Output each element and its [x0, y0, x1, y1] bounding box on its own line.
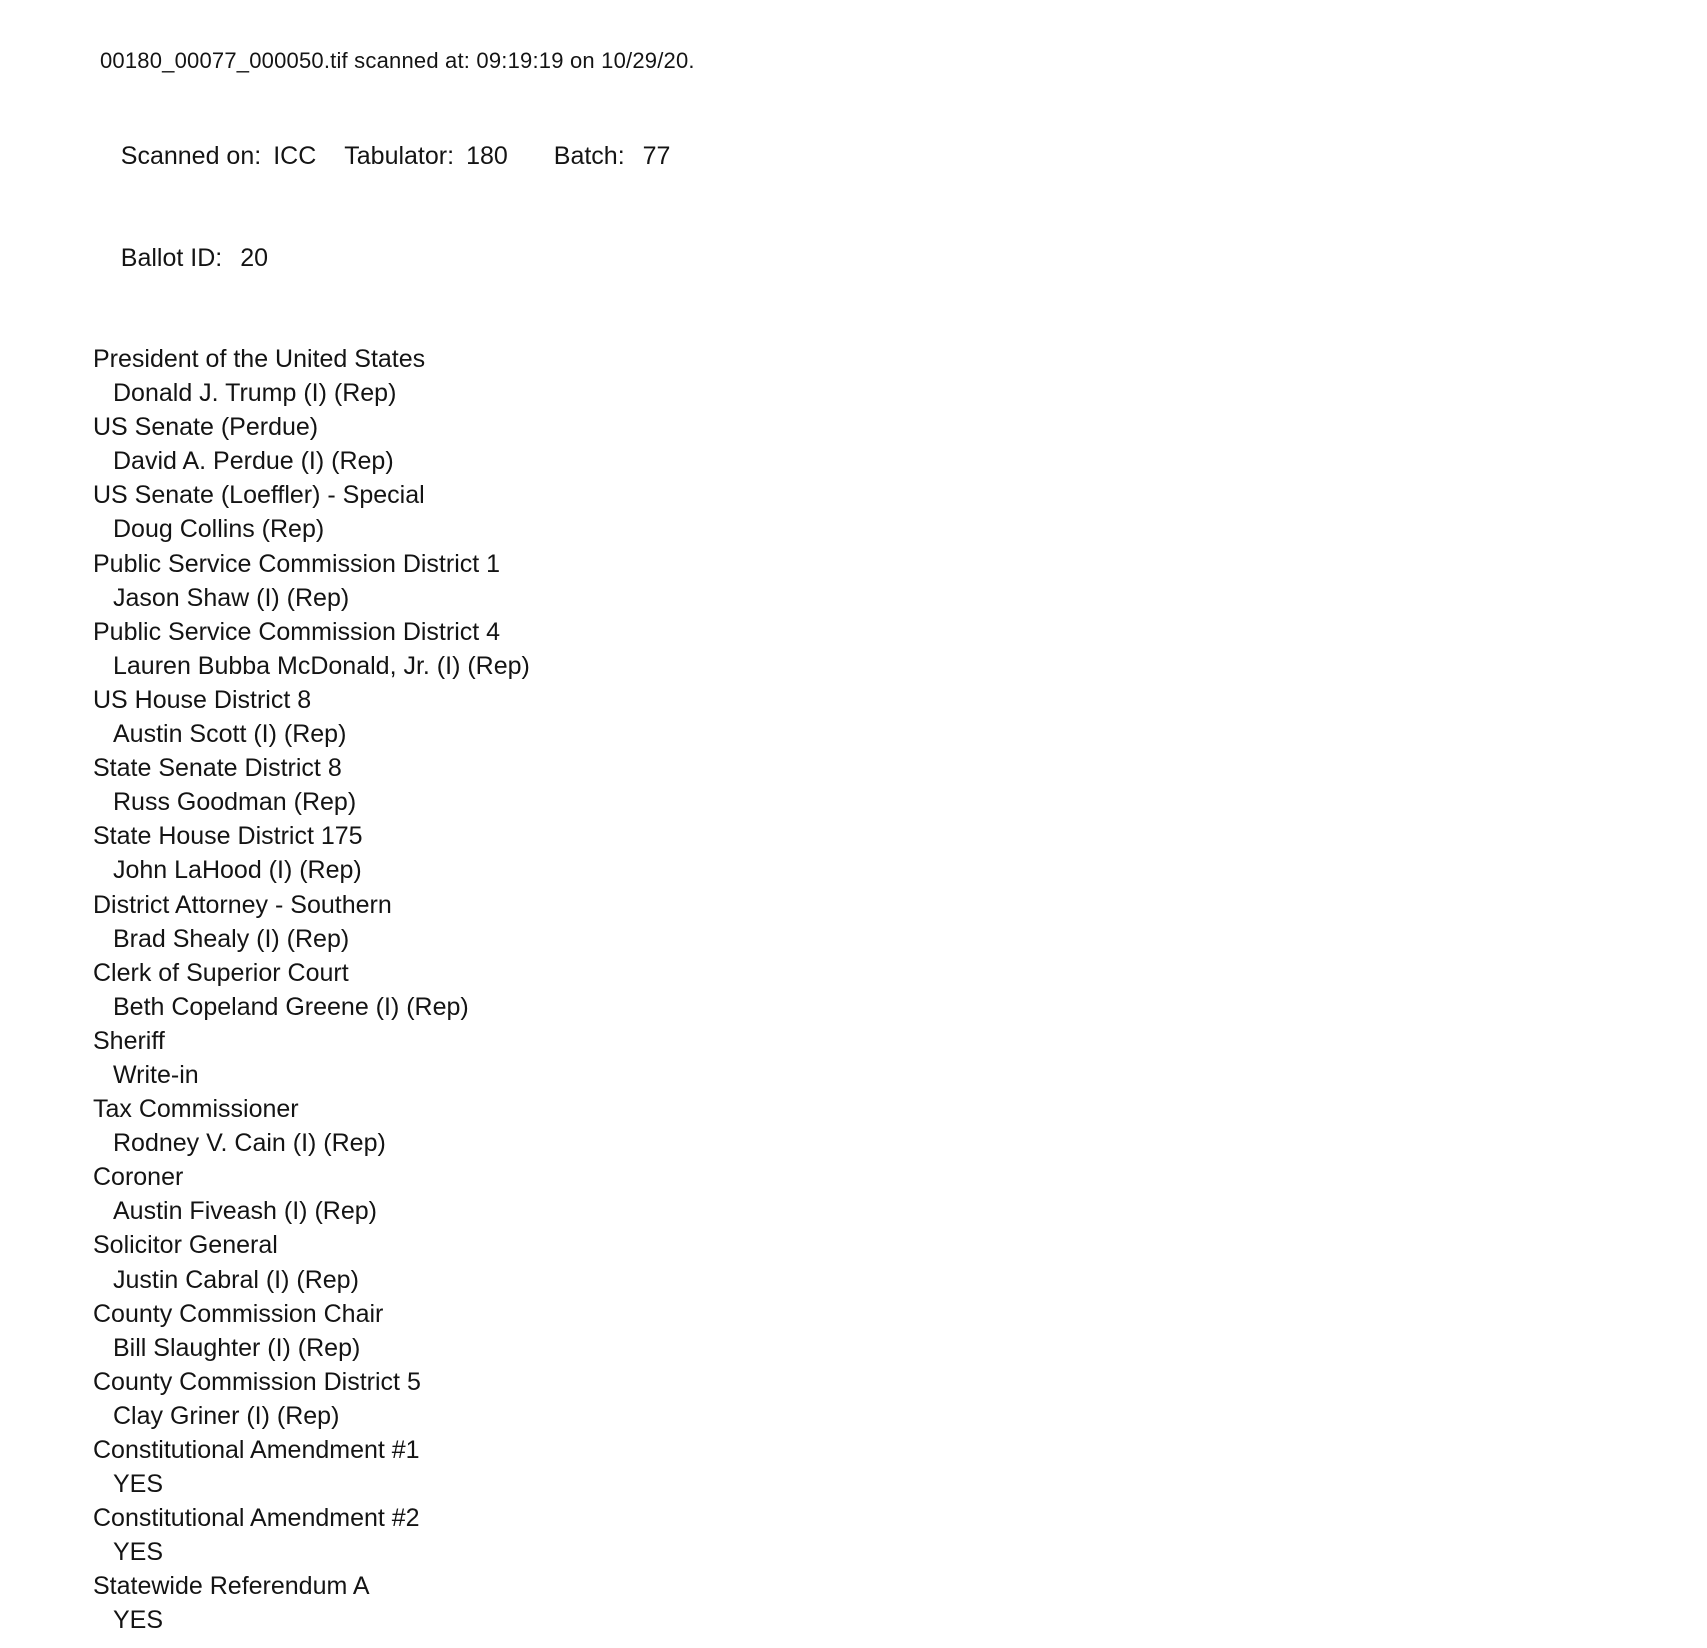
contest-selection: YES — [113, 1470, 164, 1499]
contest-selection: John LaHood (I) (Rep) — [113, 856, 362, 885]
ballot-id-value: 20 — [240, 244, 269, 272]
contest-block — [93, 1228, 1667, 1296]
batch-pair — [554, 142, 671, 170]
contest-block — [93, 478, 1667, 546]
contest-title: US Senate (Loeffler) - Special — [93, 481, 425, 510]
contest-selection: Austin Scott (I) (Rep) — [113, 720, 347, 749]
scanned-on-label: Scanned on: — [120, 142, 262, 170]
contest-block — [93, 1297, 1667, 1365]
contest-title: Coroner — [93, 1163, 184, 1192]
contest-title: Sheriff — [93, 1026, 165, 1055]
contest-selection: Lauren Bubba McDonald, Jr. (I) (Rep) — [113, 651, 530, 680]
ballot-id-line — [93, 207, 1667, 309]
contest-title: State House District 175 — [93, 822, 363, 851]
contest-block — [93, 1024, 1667, 1092]
contest-block — [93, 683, 1667, 751]
contest-selection: Beth Copeland Greene (I) (Rep) — [113, 992, 469, 1021]
contest-selection: Clay Griner (I) (Rep) — [113, 1401, 340, 1430]
tabulator-value: 180 — [466, 142, 508, 170]
contest-selection: Donald J. Trump (I) (Rep) — [113, 379, 397, 408]
contest-title: Tax Commissioner — [93, 1095, 299, 1124]
contest-block — [93, 888, 1667, 956]
contest-block — [93, 1160, 1667, 1228]
contest-selection: David A. Perdue (I) (Rep) — [113, 447, 394, 476]
contest-title: Public Service Commission District 4 — [93, 617, 501, 646]
contest-block — [93, 1092, 1667, 1160]
contest-title: US Senate (Perdue) — [93, 413, 319, 442]
contest-title: US House District 8 — [93, 685, 312, 714]
contest-title: Public Service Commission District 1 — [93, 549, 501, 578]
contest-block — [93, 615, 1667, 683]
contest-selection: Russ Goodman (Rep) — [113, 788, 357, 817]
ballot-id-label: Ballot ID: — [120, 244, 223, 272]
contest-block — [93, 547, 1667, 615]
contest-title: Constitutional Amendment #2 — [93, 1504, 420, 1533]
contest-selection: YES — [113, 1538, 164, 1567]
batch-value: 77 — [642, 142, 671, 170]
contest-block — [93, 410, 1667, 478]
scanned-on-value: ICC — [273, 142, 317, 170]
contest-title: President of the United States — [93, 345, 426, 373]
tabulator-label: Tabulator: — [344, 142, 455, 170]
contest-block — [93, 1433, 1667, 1501]
contest-selection: Jason Shaw (I) (Rep) — [113, 583, 350, 612]
contest-block — [93, 1501, 1667, 1569]
contest-selection: Justin Cabral (I) (Rep) — [113, 1265, 359, 1294]
scan-filename-line: 00180_00077_000050.tif scanned at: 09:19:19 on 10/29/20. — [100, 48, 695, 73]
contest-title: Clerk of Superior Court — [93, 958, 349, 987]
contest-block — [93, 1365, 1667, 1433]
contest-title: Constitutional Amendment #1 — [93, 1436, 420, 1464]
batch-label: Batch: — [553, 142, 625, 170]
tabulator-pair — [344, 142, 508, 170]
contest-block — [93, 342, 1667, 410]
contest-list — [93, 342, 1667, 1638]
contest-title: County Commission Chair — [93, 1299, 384, 1328]
contest-title: County Commission District 5 — [93, 1367, 421, 1396]
contest-block — [93, 956, 1667, 1024]
contest-selection: YES — [113, 1606, 164, 1635]
scanned-on-pair — [121, 142, 316, 170]
contest-selection: Rodney V. Cain (I) (Rep) — [113, 1129, 386, 1158]
contest-selection: Bill Slaughter (I) (Rep) — [113, 1333, 361, 1362]
contest-block — [93, 1569, 1667, 1637]
scan-info-line — [93, 105, 1667, 207]
contest-selection: Brad Shealy (I) (Rep) — [113, 924, 350, 953]
contest-title: Statewide Referendum A — [93, 1572, 370, 1601]
contest-selection: Doug Collins (Rep) — [113, 515, 325, 544]
contest-title: State Senate District 8 — [93, 754, 342, 783]
contest-title: District Attorney - Southern — [93, 890, 392, 919]
contest-block — [93, 751, 1667, 819]
contest-selection: Write-in — [113, 1060, 199, 1089]
contest-selection: Austin Fiveash (I) (Rep) — [113, 1197, 377, 1226]
contest-block — [93, 819, 1667, 887]
contest-title: Solicitor General — [93, 1231, 278, 1260]
